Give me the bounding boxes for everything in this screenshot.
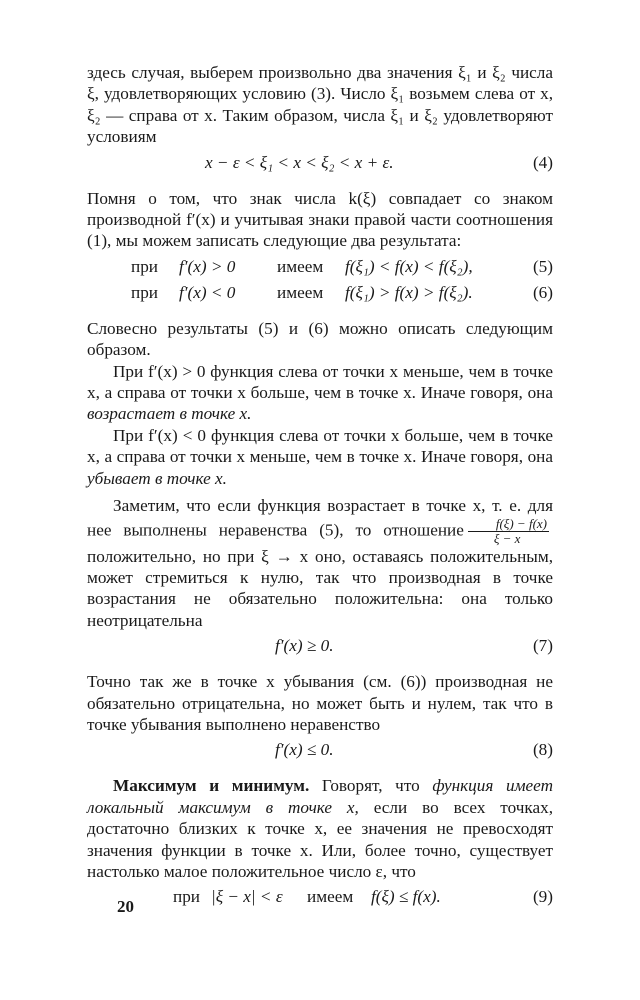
paragraph-4 <box>87 361 553 425</box>
paragraph-1: здесь случая, выберем произвольно два значения ξ₁ и ξ₂ числа ξ, удовлетворяющих условию (3). Число ξ₁ возьмем слева от x, ξ₂ — справа от x. Таким образом, числа ξ₁ и ξ₂ удовлетворяют условиям <box>87 63 553 147</box>
section-heading: Максимум и минимум. <box>113 776 310 796</box>
paragraph-6-text-b: положительно, но при ξ → x оно, оставаясь положительным, может стремиться к нулю, так что производная в точке возрастания не обязательно положительна: она только неотрицательна <box>87 546 553 630</box>
equation-5-word-imeem: имеем <box>277 256 324 276</box>
equation-9-word-imeem: имеем <box>307 887 354 907</box>
equation-9-word-pri: при <box>173 887 200 907</box>
equation-8-number: (8) <box>532 740 553 760</box>
ratio-fraction <box>468 517 549 546</box>
paragraph-4-text: При f′(x) > 0 функция слева от точки x меньше, чем в точке x, а справа от точки x больше, чем в точке x. Иначе говоря, она <box>87 361 553 403</box>
equation-9-number: (9) <box>532 887 553 907</box>
equation-4-expr: x − ε < ξ₁ < x < ξ₂ < x + ε. <box>205 152 394 172</box>
paragraph-8 <box>87 775 553 882</box>
paragraph-6-text-a: Заметим, что если функция возрастает в точке x, т. е. для нее выполнены неравенства (5), то отношение <box>87 496 553 539</box>
page-number: 20 <box>117 897 134 916</box>
equation-5-number: (5) <box>532 256 553 276</box>
equation-5 <box>87 256 553 278</box>
equation-5-lhs: f′(x) > 0 <box>179 256 236 276</box>
paragraph-5-text: При f′(x) < 0 функция слева от точки x больше, чем в точке x, а справа от точки x меньше, чем в точке x. Иначе говоря, она <box>87 425 553 467</box>
paragraph-8-text-a: Говорят, что <box>309 776 433 796</box>
equation-7 <box>87 635 553 657</box>
equation-4-number: (4) <box>532 152 553 172</box>
equation-7-expr: f′(x) ≥ 0. <box>275 636 334 656</box>
paragraph-5 <box>87 425 553 489</box>
equation-6-word-pri: при <box>131 282 158 302</box>
paragraph-4-italic: возрастает в точке x. <box>87 404 252 424</box>
equation-5-rhs: f(ξ₁) < f(x) < f(ξ₂), <box>345 256 473 276</box>
paragraph-2: Помня о том, что знак числа k(ξ) совпадает со знаком производной f′(x) и учитывая знаки правой части соотношения (1), мы можем записать следующие два результата: <box>87 188 553 251</box>
equation-6-lhs: f′(x) < 0 <box>179 282 236 302</box>
paragraph-3: Словесно результаты (5) и (6) можно описать следующим образом. <box>87 318 553 360</box>
equation-6-number: (6) <box>532 282 553 302</box>
equation-9-condition: |ξ − x| < ε <box>211 887 283 907</box>
equation-8 <box>87 739 553 761</box>
paragraph-5-italic: убывает в точке x. <box>87 468 227 488</box>
equation-4 <box>87 152 553 174</box>
fraction-numerator: f(ξ) − f(x) <box>468 517 549 532</box>
paragraph-8-text-b: если во всех точках, достаточно близких к точке x, ее значения не превосходят значения функции в точке x. Или, более точно, существует настолько малое положительное число ε, что <box>87 797 553 881</box>
paragraph-8-italic: функция имеет локальный максимум в точке x, <box>87 776 553 817</box>
equation-6-word-imeem: имеем <box>277 282 324 302</box>
equation-6 <box>87 282 553 304</box>
equation-9 <box>87 886 553 908</box>
page-content <box>87 62 553 912</box>
equation-8-expr: f′(x) ≤ 0. <box>275 740 334 760</box>
equation-9-rhs: f(ξ) ≤ f(x). <box>371 887 441 907</box>
paragraph-7: Точно так же в точке x убывания (см. (6)) производная не обязательно отрицательна, но может быть и нулем, так что в точке убывания выполнено неравенство <box>87 672 553 734</box>
equation-6-rhs: f(ξ₁) > f(x) > f(ξ₂). <box>345 282 473 302</box>
equation-7-number: (7) <box>532 636 553 656</box>
equation-5-word-pri: при <box>131 256 158 276</box>
fraction-denominator: ξ − x <box>493 530 521 546</box>
paragraph-6 <box>87 495 553 631</box>
